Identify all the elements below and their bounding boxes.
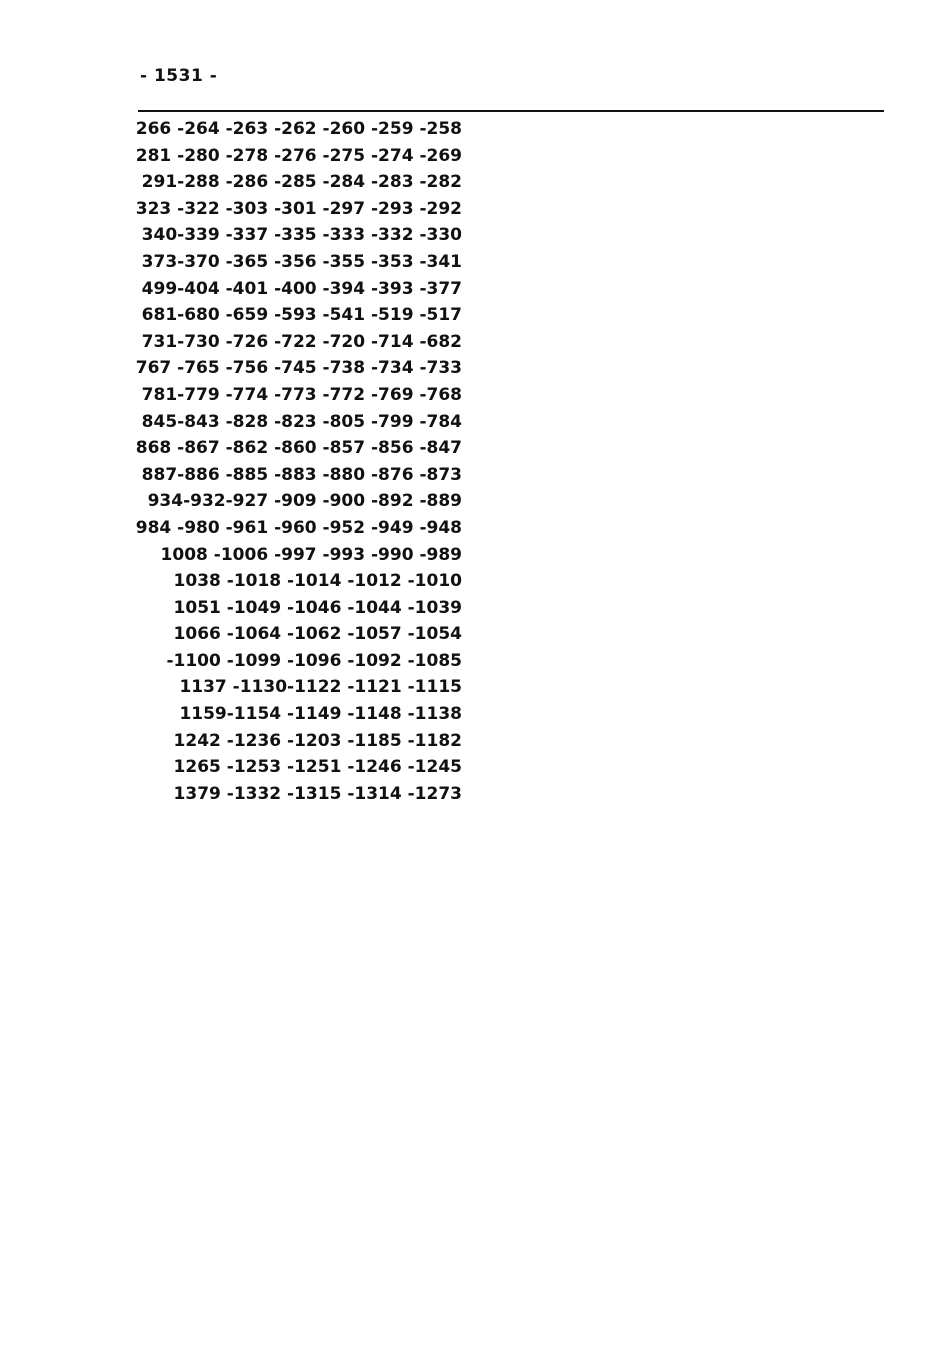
page-list-line: 681-680 -659 -593 -541 -519 -517 [141, 305, 462, 326]
page-list-line: 868 -867 -862 -860 -857 -856 -847 [135, 438, 462, 459]
page-list-line: 373-370 -365 -356 -355 -353 -341 [141, 251, 462, 272]
page-list-line: 340-339 -337 -335 -333 -332 -330 [141, 225, 462, 246]
page-list-line: 266 -264 -263 -262 -260 -259 -258 [135, 119, 462, 139]
page-list-line: -1100 -1099 -1096 -1092 -1085 [166, 650, 462, 671]
page-list-line: 291-288 -286 -285 -284 -283 -282 [141, 172, 462, 193]
page-list-line: 1242 -1236 -1203 -1185 -1182 [173, 730, 462, 751]
page-list-line: 1137 -1130-1122 -1121 -1115 [179, 677, 462, 698]
page-list-line: 781-779 -774 -773 -772 -769 -768 [141, 384, 462, 405]
page-list-line: 1038 -1018 -1014 -1012 -1010 [173, 571, 462, 592]
page-list-line: 767 -765 -756 -745 -738 -734 -733 [135, 358, 462, 379]
page-list-line: 731-730 -726 -722 -720 -714 -682 [141, 331, 462, 352]
continuation-page-list [132, 116, 472, 807]
page-list-line: 1265 -1253 -1251 -1246 -1245 [173, 757, 462, 778]
page-list-line: 845-843 -828 -823 -805 -799 -784 [141, 411, 462, 432]
page-list-line: 281 -280 -278 -276 -275 -274 -269 [135, 145, 462, 166]
page-list-line: 984 -980 -961 -960 -952 -949 -948 [135, 517, 462, 538]
page-list-line: 934-932-927 -909 -900 -892 -889 [147, 491, 462, 512]
page-list-line: 887-886 -885 -883 -880 -876 -873 [141, 464, 462, 485]
page-list-line: 1008 -1006 -997 -993 -990 -989 [160, 544, 462, 565]
page-list-line: 1051 -1049 -1046 -1044 -1039 [173, 597, 462, 618]
page-number: - 1531 - [140, 66, 218, 86]
page-list-line: 1066 -1064 -1062 -1057 -1054 [173, 624, 462, 645]
page-list-line: 323 -322 -303 -301 -297 -293 -292 [135, 198, 462, 219]
header-rule [138, 110, 884, 112]
page-list-line: 1159-1154 -1149 -1148 -1138 [179, 704, 462, 725]
page-list-line: 1379 -1332 -1315 -1314 -1273 [173, 783, 462, 804]
page-list-line: 499-404 -401 -400 -394 -393 -377 [141, 278, 462, 299]
